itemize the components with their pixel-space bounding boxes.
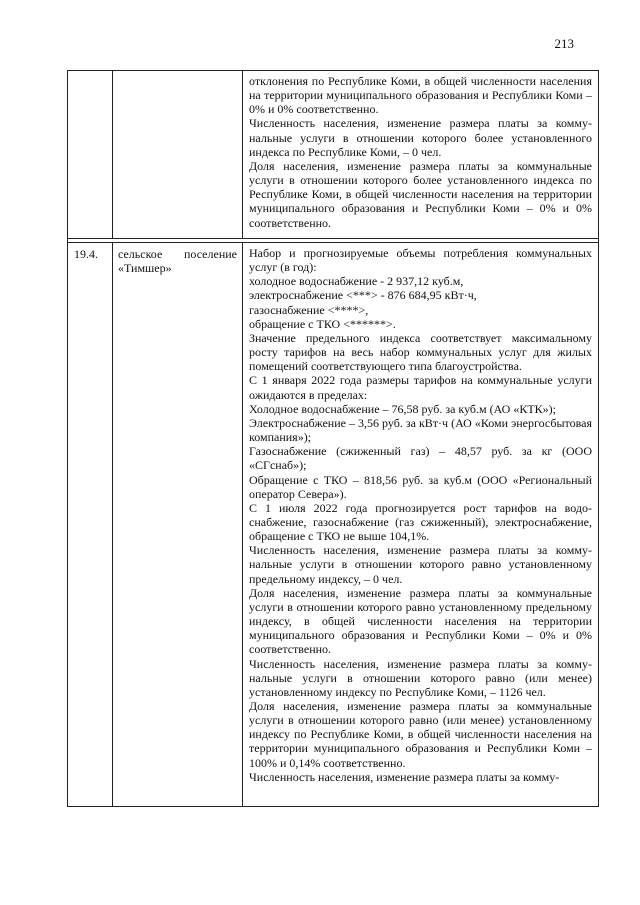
column-divider <box>242 243 243 806</box>
paragraph: Обращение с ТКО – 818,56 руб. за куб.м (ООО «Региональный оператор Севера»). <box>249 472 592 501</box>
paragraph: Значение предельного индекса соответствует максимальному росту тарифов на весь набор коммунальных услуг для жилых помещений соответствующего типа благоустройства. <box>249 330 592 374</box>
column-divider <box>112 71 113 239</box>
paragraph: Набор и прогнозируемые объемы потребления коммунальных услуг (в год): <box>249 246 592 275</box>
paragraph: отклонения по Республике Коми, в общей численности населения на территории муниципального образования и Республики Коми – 0% и 0% соответственно. <box>249 74 592 117</box>
settlement-type: поселение <box>183 247 237 261</box>
page-number: 213 <box>554 36 574 51</box>
paragraph: обращение с ТКО <******>. <box>249 316 396 331</box>
row-number: 19.4. <box>74 247 98 261</box>
paragraph: Электроснабжение – 3,56 руб. за кВт·ч (АО «Коми энергосбытовая компания»); <box>249 415 592 445</box>
column-divider <box>112 243 113 806</box>
table-row <box>68 242 598 806</box>
settlement-name <box>118 247 237 275</box>
paragraph: электроснабжение <***> - 876 684,95 кВт·ч, <box>249 288 477 303</box>
paragraph: холодное водоснабжение - 2 937,12 куб.м, <box>249 274 464 289</box>
paragraph: Численность населения, изменение размера платы за коммунальные услуги в отношении которого равно установленному предельному индексу, – 0 чел. <box>249 543 592 586</box>
paragraph: С 1 июля 2022 года прогнозируется рост тарифов на водоснабжение, газоснабжение (газ сжиженный), электроснабжение, обращение с ТКО не выше 104,1%. <box>249 500 592 544</box>
paragraph: Численность населения, изменение размера платы за коммунальные услуги в отношении которого более установленного индекса по Республике Коми, – 0 чел. <box>249 116 592 159</box>
paragraph: Численность населения, изменение размера платы за коммунальные услуги в отношении которого равно (или менее) установленному индексу по Республике Коми, – 1126 чел. <box>249 656 592 699</box>
paragraph: Численность населения, изменение размера платы за комму- <box>249 769 560 784</box>
paragraph: Холодное водоснабжение – 76,58 руб. за куб.м (АО «КТК»); <box>249 401 557 416</box>
paragraph: Доля населения, изменение размера платы за коммунальные услуги в отношении которого более установленного индекса по Республике Коми, в общей численности населения на территории муниципального образования и Республики Коми – 0% и 0% соответственно. <box>249 158 592 230</box>
paragraph: Газоснабжение (сжиженный газ) – 48,57 руб. за кг (ООО «СГснаб»); <box>249 444 592 473</box>
table-row <box>68 70 598 239</box>
settlement-title: «Тимшер» <box>118 261 172 276</box>
paragraph: Доля населения, изменение размера платы за коммунальные услуги в отношении которого равно установленному предельному индексу, в общей численности населения на территории муниципального образования и Республики Коми – 0% и 0% соответственно. <box>249 585 592 657</box>
paragraph: С 1 января 2022 года размеры тарифов на коммунальные услуги ожидаются в пределах: <box>249 373 592 402</box>
paragraph: газоснабжение <****>, <box>249 302 369 317</box>
paragraph: Доля населения, изменение размера платы за коммунальные услуги в отношении которого равно (или менее) установленному индексу по Республике Коми, в общей численности населения на территории муниципального образования и Республики Коми – 100% и 0,14% соответственно. <box>249 699 592 770</box>
settlement-type: сельское <box>118 247 163 261</box>
row-text-cell <box>249 74 592 230</box>
document-table <box>67 70 599 807</box>
row-text-cell <box>249 246 592 784</box>
column-divider <box>242 71 243 239</box>
